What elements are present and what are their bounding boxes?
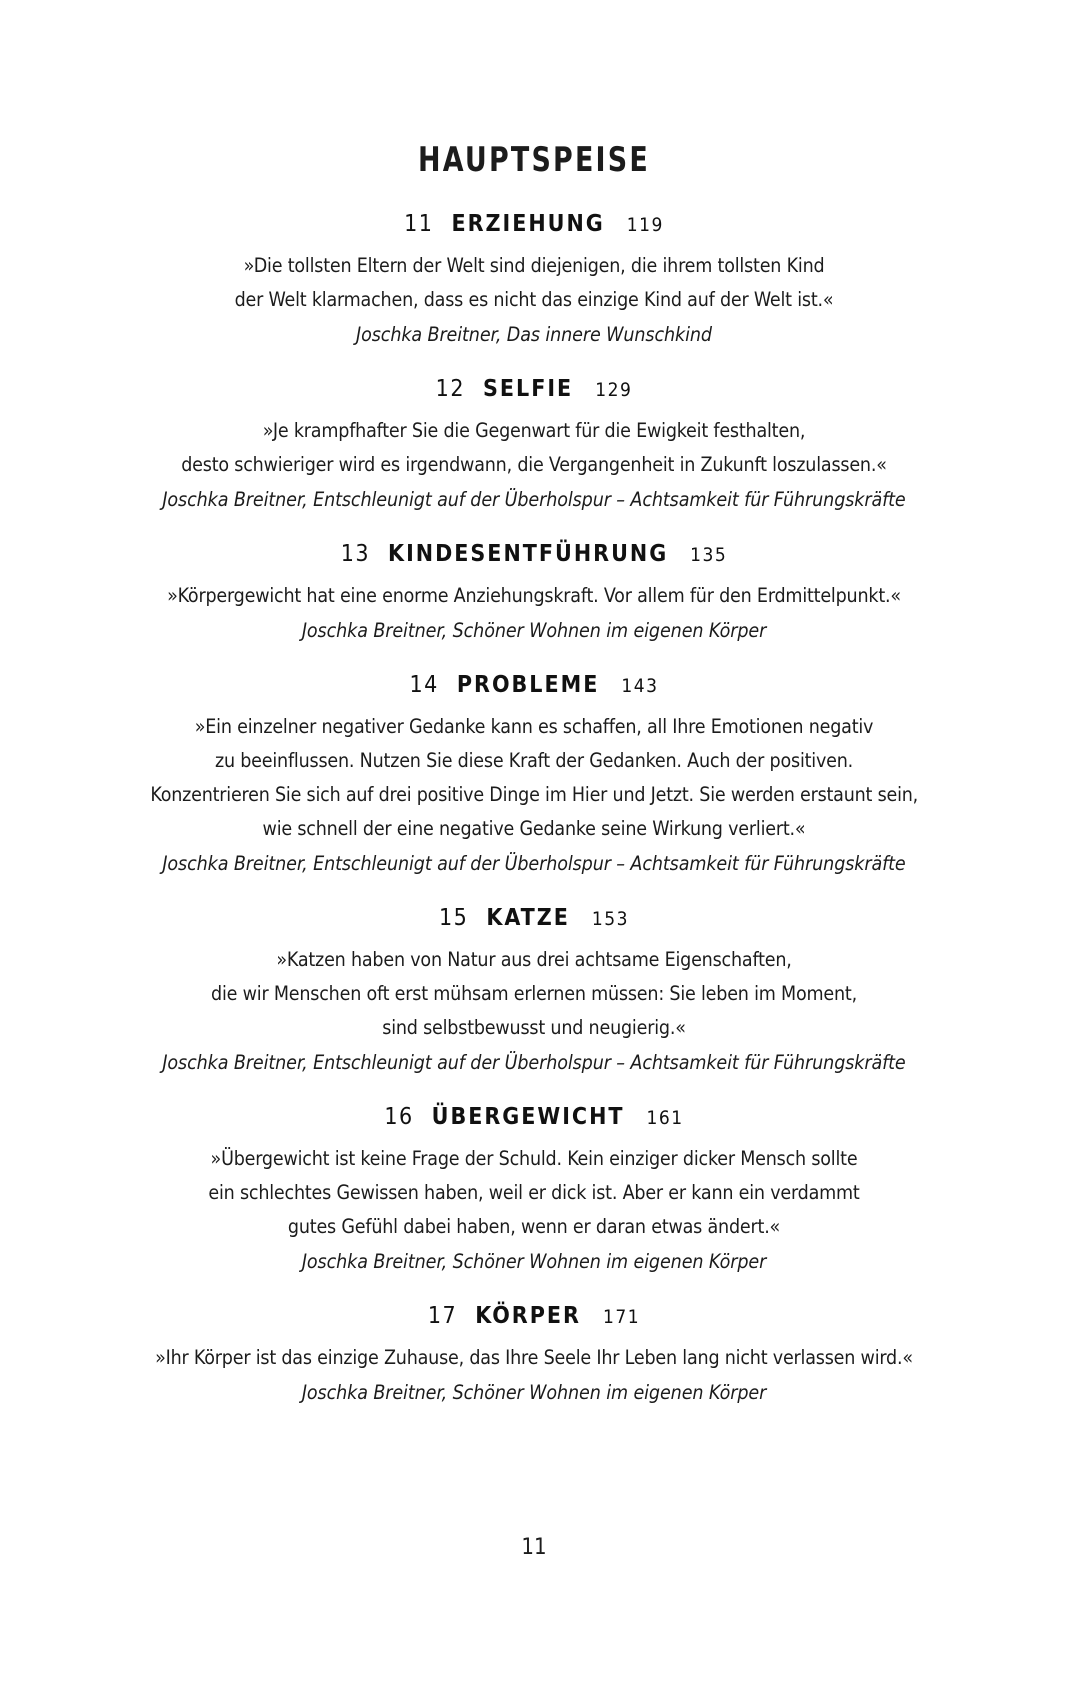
chapter-page: 129 bbox=[595, 379, 633, 401]
chapter-number: 11 bbox=[404, 211, 434, 237]
entry-heading bbox=[150, 902, 918, 935]
toc-entry bbox=[150, 902, 918, 1081]
chapter-quote bbox=[150, 1341, 918, 1375]
chapter-number: 12 bbox=[435, 376, 465, 402]
chapter-page: 143 bbox=[621, 675, 659, 697]
chapter-page: 135 bbox=[690, 544, 728, 566]
entry-heading bbox=[150, 669, 918, 702]
quote-line: »Katzen haben von Natur aus drei achtsame Eigenschaften, bbox=[276, 948, 792, 971]
quote-line: ein schlechtes Gewissen haben, weil er dick ist. Aber er kann ein verdammt bbox=[208, 1181, 860, 1204]
toc-entry bbox=[150, 1300, 918, 1411]
table-of-contents bbox=[150, 208, 918, 1431]
chapter-title: ÜBERGEWICHT bbox=[431, 1104, 625, 1130]
entry-heading bbox=[150, 1101, 918, 1134]
chapter-title: KINDESENTFÜHRUNG bbox=[388, 541, 669, 567]
chapter-title: KATZE bbox=[486, 905, 570, 931]
chapter-quote bbox=[150, 249, 918, 317]
chapter-title: SELFIE bbox=[483, 376, 574, 402]
quote-line: »Ihr Körper ist das einzige Zuhause, das Ihre Seele Ihr Leben lang nicht verlassen wird.« bbox=[155, 1346, 913, 1369]
quote-line: »Die tollsten Eltern der Welt sind diejenigen, die ihrem tollsten Kind bbox=[243, 254, 825, 277]
chapter-page: 119 bbox=[626, 214, 664, 236]
chapter-page: 171 bbox=[602, 1306, 641, 1328]
toc-entry bbox=[150, 538, 918, 649]
quote-line: »Übergewicht ist keine Frage der Schuld. Kein einziger dicker Mensch sollte bbox=[210, 1147, 858, 1170]
toc-entry bbox=[150, 669, 918, 882]
chapter-title: PROBLEME bbox=[456, 672, 600, 698]
toc-entry bbox=[150, 208, 918, 353]
chapter-quote bbox=[150, 943, 918, 1045]
section-title: HAUPTSPEISE bbox=[418, 140, 650, 180]
chapter-quote bbox=[150, 710, 918, 846]
entry-heading bbox=[150, 538, 918, 571]
quote-line: der Welt klarmachen, dass es nicht das einzige Kind auf der Welt ist.« bbox=[234, 288, 834, 311]
quote-line: wie schnell der eine negative Gedanke seine Wirkung verliert.« bbox=[262, 817, 806, 840]
quote-line: »Ein einzelner negativer Gedanke kann es schaffen, all Ihre Emotionen negativ bbox=[194, 715, 874, 738]
chapter-number: 16 bbox=[384, 1104, 414, 1130]
quote-source: Joschka Breitner, Schöner Wohnen im eigenen Körper bbox=[301, 1250, 767, 1273]
entry-heading bbox=[150, 208, 918, 241]
quote-line: sind selbstbewusst und neugierig.« bbox=[382, 1016, 686, 1039]
page-number: 11 bbox=[521, 1535, 547, 1560]
quote-source: Joschka Breitner, Entschleunigt auf der Überholspur – Achtsamkeit für Führungskräfte bbox=[162, 852, 906, 875]
entry-heading bbox=[150, 373, 918, 406]
chapter-quote bbox=[150, 579, 918, 613]
toc-entry bbox=[150, 373, 918, 518]
quote-line: Konzentrieren Sie sich auf drei positive Dinge im Hier und Jetzt. Sie werden erstaunt sein, bbox=[150, 783, 919, 806]
quote-source: Joschka Breitner, Entschleunigt auf der Überholspur – Achtsamkeit für Führungskräfte bbox=[162, 488, 906, 511]
chapter-page: 161 bbox=[646, 1107, 684, 1129]
quote-source: Joschka Breitner, Schöner Wohnen im eigenen Körper bbox=[301, 619, 767, 642]
chapter-title: ERZIEHUNG bbox=[451, 211, 605, 237]
chapter-page: 153 bbox=[591, 908, 629, 930]
quote-source: Joschka Breitner, Schöner Wohnen im eigenen Körper bbox=[301, 1381, 767, 1404]
chapter-number: 15 bbox=[439, 905, 469, 931]
toc-entry bbox=[150, 1101, 918, 1280]
chapter-number: 13 bbox=[340, 541, 371, 567]
quote-line: »Je krampfhafter Sie die Gegenwart für die Ewigkeit festhalten, bbox=[262, 419, 806, 442]
quote-source: Joschka Breitner, Entschleunigt auf der Überholspur – Achtsamkeit für Führungskräfte bbox=[162, 1051, 906, 1074]
quote-source: Joschka Breitner, Das innere Wunschkind bbox=[356, 323, 712, 346]
entry-heading bbox=[150, 1300, 918, 1333]
chapter-quote bbox=[150, 414, 918, 482]
quote-line: desto schwieriger wird es irgendwann, die Vergangenheit in Zukunft loszulassen.« bbox=[181, 453, 887, 476]
chapter-quote bbox=[150, 1142, 918, 1244]
quote-line: »Körpergewicht hat eine enorme Anziehungskraft. Vor allem für den Erdmittelpunkt.« bbox=[167, 584, 901, 607]
chapter-title: KÖRPER bbox=[475, 1303, 581, 1329]
quote-line: die wir Menschen oft erst mühsam erlernen müssen: Sie leben im Moment, bbox=[211, 982, 857, 1005]
quote-line: zu beeinflussen. Nutzen Sie diese Kraft der Gedanken. Auch der positiven. bbox=[214, 749, 854, 772]
chapter-number: 14 bbox=[409, 672, 439, 698]
chapter-number: 17 bbox=[427, 1303, 458, 1329]
quote-line: gutes Gefühl dabei haben, wenn er daran etwas ändert.« bbox=[287, 1215, 781, 1238]
